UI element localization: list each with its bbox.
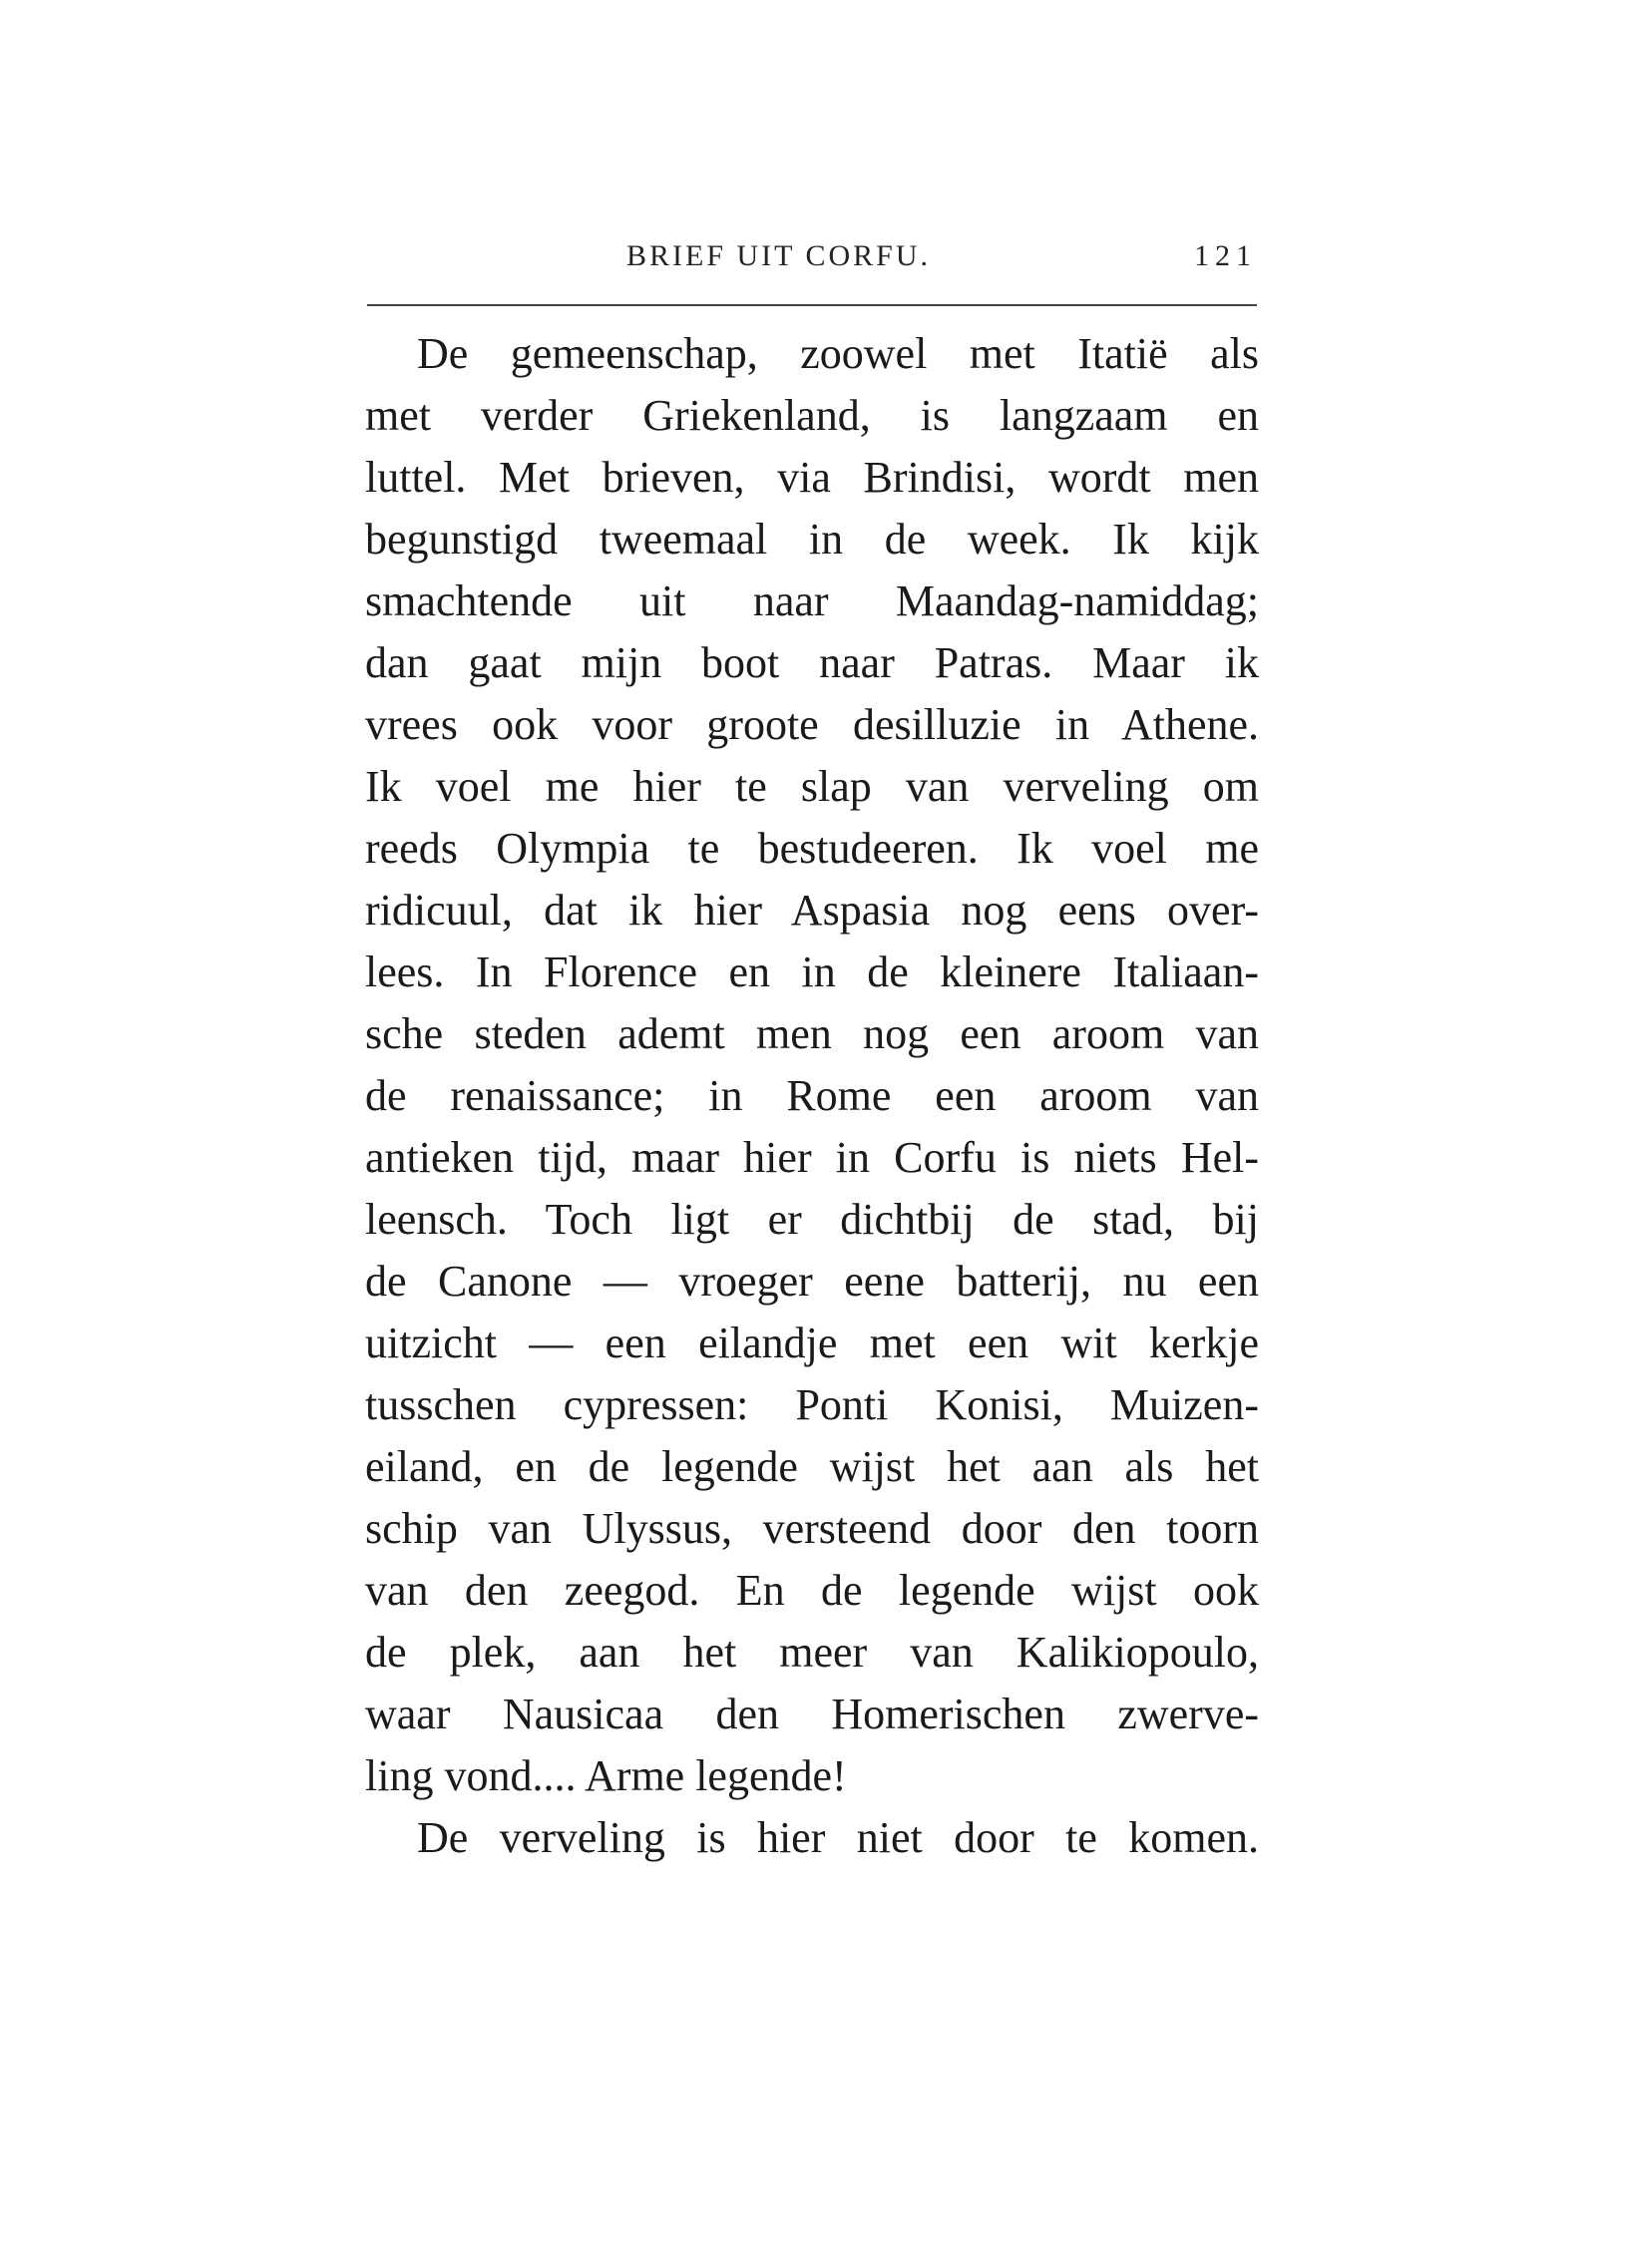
text-line: schip van Ulyssus, versteend door den toorn (365, 1504, 1259, 1553)
text-line: dan gaat mijn boot naar Patras. Maar ik (365, 638, 1259, 687)
text-line: ridicuul, dat ik hier Aspasia nog eens over- (365, 886, 1259, 935)
text-line: De verveling is hier niet door te komen. (417, 1813, 1259, 1862)
text-line: vrees ook voor groote desilluzie in Athene. (365, 700, 1259, 749)
text-line: De gemeenschap, zoowel met Itatië als (417, 329, 1259, 378)
text-line: smachtende uit naar Maandag-namiddag; (365, 576, 1259, 625)
text-line: de Canone — vroeger eene batterij, nu een (365, 1257, 1259, 1306)
text-line: leensch. Toch ligt er dichtbij de stad, bij (365, 1195, 1259, 1244)
text-line: met verder Griekenland, is langzaam en (365, 391, 1259, 440)
text-line: de plek, aan het meer van Kalikiopoulo, (365, 1628, 1259, 1677)
text-line: waar Nausicaa den Homerischen zwerve- (365, 1690, 1259, 1738)
text-line: ling vond.... Arme legende! (365, 1751, 847, 1800)
running-header (367, 235, 1257, 295)
header-rule (367, 304, 1257, 306)
text-line: antieken tijd, maar hier in Corfu is niets Hel- (365, 1133, 1259, 1182)
text-line: lees. In Florence en in de kleinere Italiaan- (365, 947, 1259, 996)
text-line: Ik voel me hier te slap van verveling om (365, 762, 1259, 811)
text-line: eiland, en de legende wijst het aan als het (365, 1442, 1259, 1491)
text-line: reeds Olympia te bestudeeren. Ik voel me (365, 824, 1259, 873)
text-line: luttel. Met brieven, via Brindisi, wordt men (365, 453, 1259, 502)
text-line: de renaissance; in Rome een aroom van (365, 1071, 1259, 1120)
text-line: uitzicht — een eilandje met een wit kerkje (365, 1319, 1259, 1367)
text-line: van den zeegod. En de legende wijst ook (365, 1566, 1259, 1615)
running-title: BRIEF UIT CORFU. (626, 239, 931, 272)
text-line: sche steden ademt men nog een aroom van (365, 1009, 1259, 1058)
body-text (365, 323, 1259, 1869)
text-line: begunstigd tweemaal in de week. Ik kijk (365, 515, 1259, 564)
page-number: 121 (1194, 239, 1257, 272)
text-line: tusschen cypressen: Ponti Konisi, Muizen- (365, 1380, 1259, 1429)
